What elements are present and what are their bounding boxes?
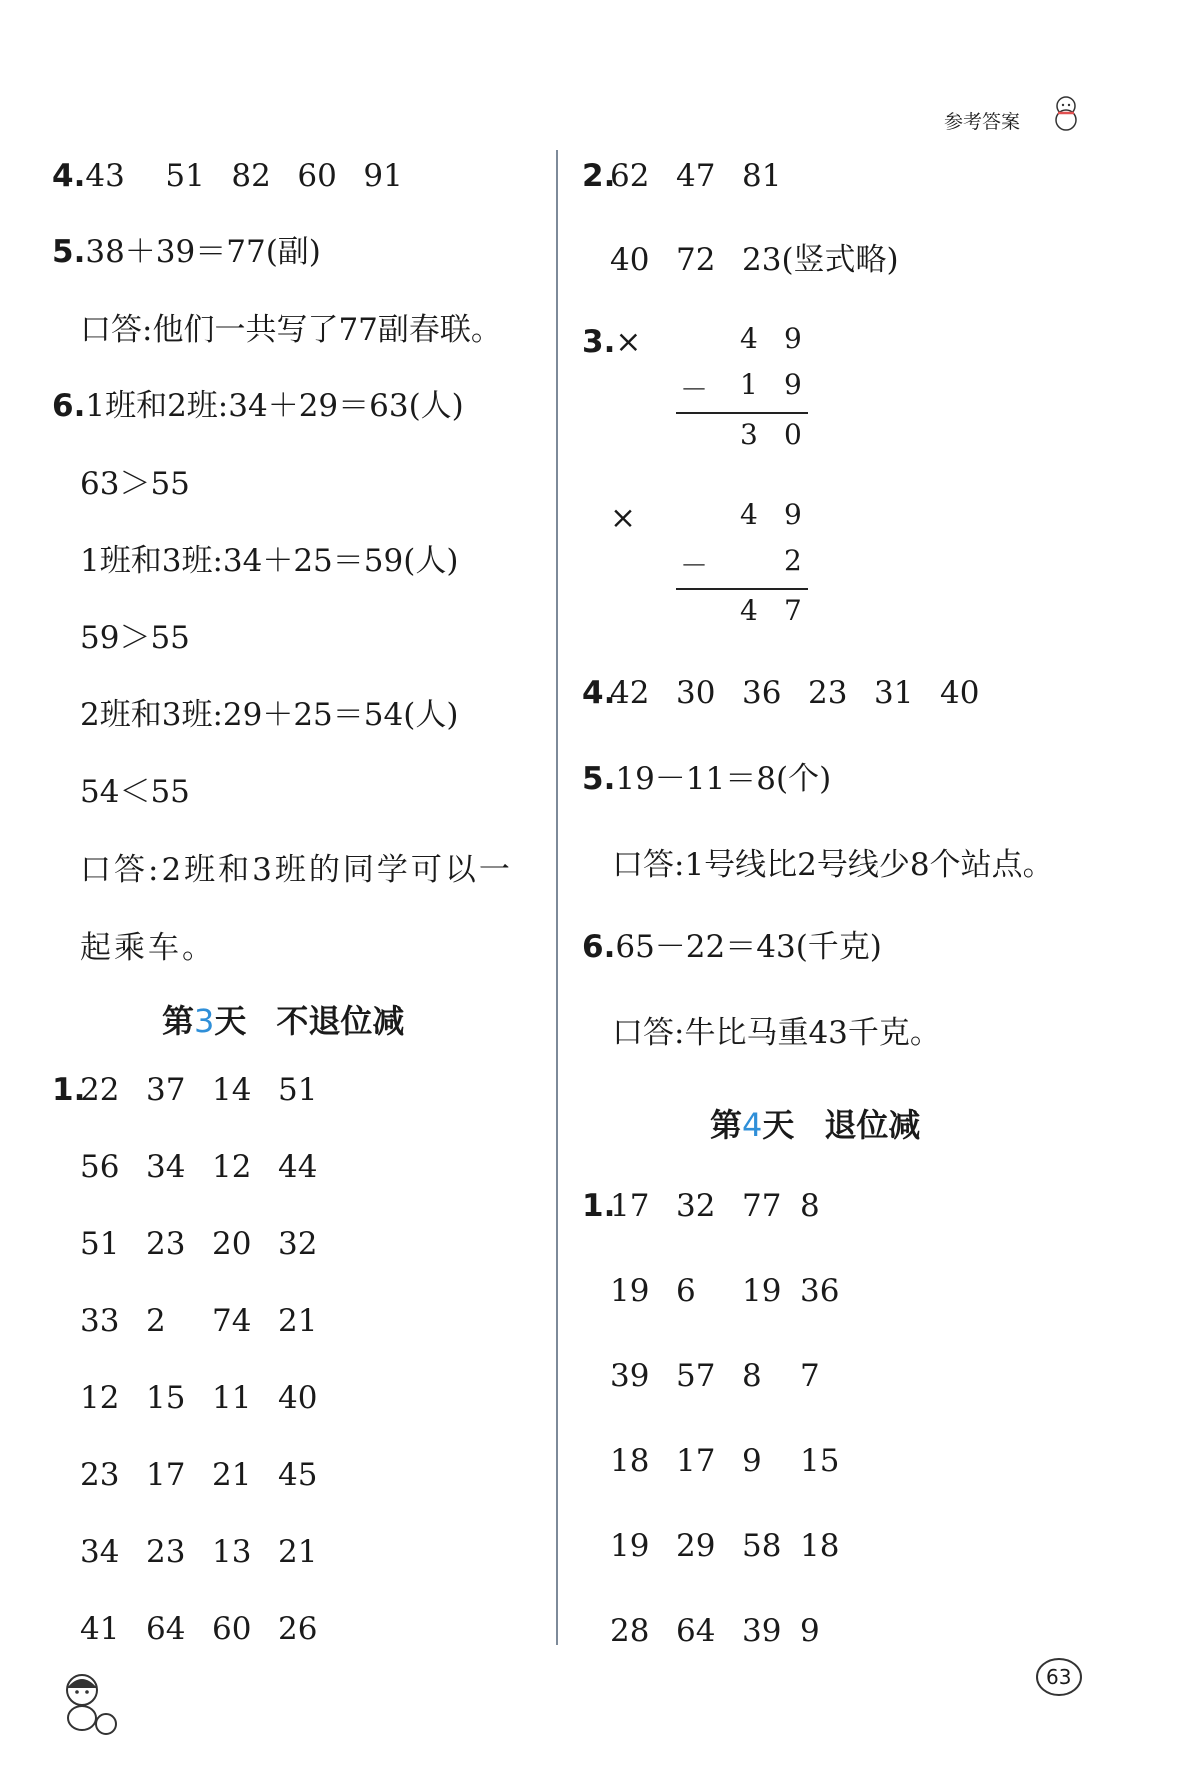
answer-value: 17 [146,1457,186,1493]
answer-value: 40 [940,675,980,711]
snowman-icon [1046,92,1086,132]
answer-value: 9 [742,1443,762,1479]
section-topic: 不退位减 [276,1002,405,1040]
answer-line: 口答:2班和3班的同学可以一 [80,852,513,888]
answer-value: 29 [676,1528,716,1564]
calc-digit: 9 [784,368,802,401]
calc-digit: 4 [740,498,758,531]
answer-value: 34 [80,1534,120,1570]
answer-value: 60 [212,1611,252,1647]
work-line: 2班和3班:29＋25＝54(人) [80,697,459,733]
answer-value: 17 [610,1188,650,1224]
answer-value: 23 [146,1226,186,1262]
answer-line: 口答:牛比马重43千克。 [612,1015,941,1051]
answer-value: 47 [676,158,716,194]
column-divider [556,150,558,1645]
right-q1-row [610,1356,820,1396]
answer-value: 19 [742,1273,782,1309]
answer-value: 62 [610,158,650,194]
left-q6 [52,386,464,426]
section-topic: 退位减 [824,1106,921,1144]
answer-value: 32 [676,1188,716,1224]
answer-value: 26 [278,1611,318,1647]
header-label: 参考答案 [944,111,1021,133]
answer-value: 82 [231,158,271,194]
answer-value: 91 [363,158,403,194]
left-q1-row [80,1147,317,1187]
left-q5 [52,232,321,272]
answer-value: 51 [278,1072,318,1108]
right-q2-row [610,240,899,280]
left-q1-row [80,1224,317,1264]
question-number: 6. [582,929,616,965]
answer-value: 23 [808,675,848,711]
left-q1-row [80,1609,317,1649]
answer-value: 21 [278,1534,318,1570]
wrong-mark: × [610,500,636,536]
section-title [710,1100,920,1146]
answer-value: 43 [85,158,125,194]
answer-value: 7 [800,1358,820,1394]
answer-value: 44 [278,1149,318,1185]
calc-digit: 0 [784,418,802,451]
page-number: 63 [1046,1665,1072,1689]
answer-value: 20 [212,1226,252,1262]
calc-line [676,588,808,590]
right-q2-row [582,156,781,196]
section-prefix: 第 [162,1002,195,1040]
calc-digit: 9 [784,322,802,355]
answer-value: 56 [80,1149,120,1185]
left-q4 [52,156,403,196]
answer-value: 23 [80,1457,120,1493]
section-day: 3 [194,1002,215,1040]
answer-value: 64 [676,1613,716,1649]
work-line: 59＞55 [80,620,190,656]
section-suffix: 天 [762,1106,795,1144]
answer-value: 17 [676,1443,716,1479]
answer-value: 36 [742,675,782,711]
answer-line: 口答:1号线比2号线少8个站点。 [612,847,1054,883]
answer-value: 15 [146,1380,186,1416]
work-line: 54＜55 [80,774,190,810]
section-title [162,996,404,1042]
calc-digit: 1 [740,368,758,401]
answer-value: 15 [800,1443,840,1479]
right-q4 [582,673,979,713]
left-q1-row [80,1532,317,1572]
answer-value: 72 [676,242,716,278]
wrong-mark: × [615,324,642,360]
answer-value: 42 [610,675,650,711]
answer-value: 11 [212,1380,252,1416]
answer-value: 32 [278,1226,318,1262]
answer-value: 12 [80,1380,120,1416]
answer-value: 39 [742,1613,782,1649]
answer-value: 64 [146,1611,186,1647]
right-q1-row [610,1271,839,1311]
right-q1-row [582,1186,820,1226]
equation: 19－11＝8(个) [615,761,832,797]
answer-value: 18 [610,1443,650,1479]
answer-value: 8 [800,1188,820,1224]
answer-value: 13 [212,1534,252,1570]
left-q1-row [80,1301,317,1341]
calc-digit: 4 [740,322,758,355]
answer-value: 14 [212,1072,252,1108]
right-q1-row [610,1526,839,1566]
answer-value: 8 [742,1358,762,1394]
answer-value: 58 [742,1528,782,1564]
calc-digit: 4 [740,594,758,627]
right-q5 [582,759,831,799]
answer-value: 36 [800,1273,840,1309]
question-number: 4. [52,158,86,194]
calc-digit: 2 [784,544,802,577]
section-prefix: 第 [710,1106,743,1144]
left-q1-row [80,1378,317,1418]
answer-value: 34 [146,1149,186,1185]
answer-value: 28 [610,1613,650,1649]
answer-value: 40 [278,1380,318,1416]
right-q1-row [610,1611,820,1651]
calc-line [676,412,808,414]
question-number: 1. [52,1072,86,1108]
answer-value: 77 [742,1188,782,1224]
answer-value: 18 [800,1528,840,1564]
answer-value: 51 [165,158,205,194]
answer-value: 51 [80,1226,120,1262]
equation: 65－22＝43(千克) [615,929,882,965]
question-number: 5. [52,234,86,270]
calc-digit: 7 [784,594,802,627]
answer-value: 33 [80,1303,120,1339]
calc-digit: 9 [784,498,802,531]
answer-value: 6 [676,1273,696,1309]
answer-value: 21 [212,1457,252,1493]
answer-value: 45 [278,1457,318,1493]
answer-value: 9 [800,1613,820,1649]
answer-value: 60 [297,158,337,194]
answer-value: 2 [146,1303,166,1339]
answer-value: 57 [676,1358,716,1394]
answer-value: 19 [610,1273,650,1309]
answer-value: 12 [212,1149,252,1185]
work-line: 63＞55 [80,466,190,502]
answer-value: 22 [80,1072,120,1108]
calc-operator: － [680,373,709,406]
child-mascot-icon [54,1668,124,1738]
equation: 1班和2班:34＋29＝63(人) [85,388,464,424]
section-suffix: 天 [214,1002,247,1040]
question-number: 4. [582,675,616,711]
answer-line: 起乘车。 [80,930,216,966]
answer-value: 37 [146,1072,186,1108]
right-q1-row [610,1441,839,1481]
question-number: 1. [582,1188,616,1224]
answer-value: 19 [610,1528,650,1564]
left-q1-row [80,1455,317,1495]
work-line: 1班和3班:34＋25＝59(人) [80,543,459,579]
calc-operator: － [680,549,709,582]
answer-line: 口答:他们一共写了77副春联。 [80,312,502,348]
question-number: 5. [582,761,616,797]
calc-digit: 3 [740,418,758,451]
answer-value: 21 [278,1303,318,1339]
equation: 38＋39＝77(副) [85,234,321,270]
answer-value: 31 [874,675,914,711]
answer-value: 74 [212,1303,252,1339]
left-q1-row [52,1070,317,1110]
answer-value: 41 [80,1611,120,1647]
question-number: 2. [582,158,616,194]
answer-value: 40 [610,242,650,278]
answer-value: 23 [146,1534,186,1570]
question-number: 6. [52,388,86,424]
right-q6 [582,927,882,967]
right-q3 [582,322,641,362]
answer-value: 81 [742,158,782,194]
answer-value: 39 [610,1358,650,1394]
answer-value: 23(竖式略) [742,242,899,278]
question-number: 3. [582,324,616,360]
section-day: 4 [742,1106,763,1144]
answer-value: 30 [676,675,716,711]
